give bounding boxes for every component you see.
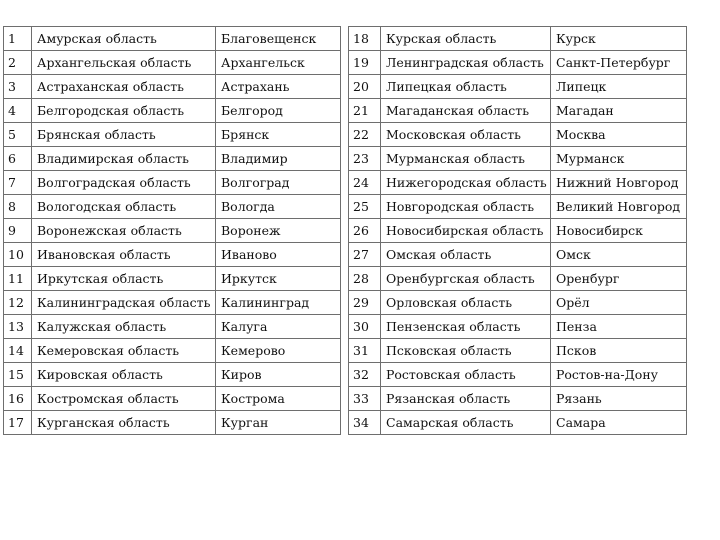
admin-center-cell: Волгоград	[216, 171, 341, 195]
region-name-cell: Самарская область	[381, 411, 551, 435]
region-name-cell: Волгоградская область	[32, 171, 216, 195]
row-number-cell: 6	[4, 147, 32, 171]
row-number-cell: 9	[4, 219, 32, 243]
region-name-cell: Курганская область	[32, 411, 216, 435]
table-row	[349, 411, 687, 435]
row-number-cell: 4	[4, 99, 32, 123]
admin-center-cell: Ростов-на-Дону	[551, 363, 687, 387]
admin-center-cell: Нижний Новгород	[551, 171, 687, 195]
table-row	[4, 27, 341, 51]
table-row	[349, 123, 687, 147]
table-row	[4, 195, 341, 219]
region-name-cell: Иркутская область	[32, 267, 216, 291]
table-row	[349, 363, 687, 387]
table-row	[4, 147, 341, 171]
row-number-cell: 34	[349, 411, 381, 435]
region-name-cell: Ивановская область	[32, 243, 216, 267]
table-row	[349, 339, 687, 363]
region-name-cell: Калининградская область	[32, 291, 216, 315]
row-number-cell: 18	[349, 27, 381, 51]
region-name-cell: Московская область	[381, 123, 551, 147]
row-number-cell: 28	[349, 267, 381, 291]
admin-center-cell: Омск	[551, 243, 687, 267]
admin-center-cell: Магадан	[551, 99, 687, 123]
region-name-cell: Кировская область	[32, 363, 216, 387]
table-row	[349, 387, 687, 411]
admin-center-cell: Пенза	[551, 315, 687, 339]
admin-center-cell: Иваново	[216, 243, 341, 267]
table-row	[349, 219, 687, 243]
table-row	[349, 267, 687, 291]
region-name-cell: Курская область	[381, 27, 551, 51]
row-number-cell: 13	[4, 315, 32, 339]
table-row	[4, 315, 341, 339]
region-name-cell: Магаданская область	[381, 99, 551, 123]
admin-center-cell: Великий Новгород	[551, 195, 687, 219]
admin-center-cell: Орёл	[551, 291, 687, 315]
admin-center-cell: Иркутск	[216, 267, 341, 291]
region-name-cell: Белгородская область	[32, 99, 216, 123]
admin-center-cell: Самара	[551, 411, 687, 435]
table-row	[4, 99, 341, 123]
row-number-cell: 7	[4, 171, 32, 195]
table-body	[4, 27, 341, 435]
table-row	[4, 75, 341, 99]
region-name-cell: Амурская область	[32, 27, 216, 51]
table-row	[349, 147, 687, 171]
admin-center-cell: Рязань	[551, 387, 687, 411]
table-body	[349, 27, 687, 435]
region-name-cell: Пензенская область	[381, 315, 551, 339]
row-number-cell: 12	[4, 291, 32, 315]
row-number-cell: 19	[349, 51, 381, 75]
row-number-cell: 10	[4, 243, 32, 267]
region-name-cell: Ленинградская область	[381, 51, 551, 75]
admin-center-cell: Архангельск	[216, 51, 341, 75]
row-number-cell: 29	[349, 291, 381, 315]
table-row	[4, 51, 341, 75]
table-row	[4, 339, 341, 363]
row-number-cell: 5	[4, 123, 32, 147]
table-row	[349, 27, 687, 51]
region-name-cell: Вологодская область	[32, 195, 216, 219]
admin-center-cell: Благовещенск	[216, 27, 341, 51]
table-row	[349, 195, 687, 219]
region-name-cell: Архангельская область	[32, 51, 216, 75]
table-row	[349, 51, 687, 75]
admin-center-cell: Брянск	[216, 123, 341, 147]
region-name-cell: Новосибирская область	[381, 219, 551, 243]
admin-center-cell: Кострома	[216, 387, 341, 411]
region-name-cell: Кемеровская область	[32, 339, 216, 363]
table-row	[349, 291, 687, 315]
row-number-cell: 3	[4, 75, 32, 99]
regions-table-right	[348, 26, 687, 435]
region-name-cell: Астраханская область	[32, 75, 216, 99]
table-row	[4, 291, 341, 315]
region-name-cell: Калужская область	[32, 315, 216, 339]
row-number-cell: 21	[349, 99, 381, 123]
admin-center-cell: Калуга	[216, 315, 341, 339]
row-number-cell: 14	[4, 339, 32, 363]
admin-center-cell: Новосибирск	[551, 219, 687, 243]
table-row	[349, 171, 687, 195]
admin-center-cell: Белгород	[216, 99, 341, 123]
region-name-cell: Оренбургская область	[381, 267, 551, 291]
row-number-cell: 24	[349, 171, 381, 195]
admin-center-cell: Вологда	[216, 195, 341, 219]
admin-center-cell: Воронеж	[216, 219, 341, 243]
row-number-cell: 15	[4, 363, 32, 387]
row-number-cell: 25	[349, 195, 381, 219]
region-name-cell: Ростовская область	[381, 363, 551, 387]
row-number-cell: 23	[349, 147, 381, 171]
region-name-cell: Нижегородская область	[381, 171, 551, 195]
admin-center-cell: Москва	[551, 123, 687, 147]
table-row	[349, 315, 687, 339]
region-name-cell: Брянская область	[32, 123, 216, 147]
table-row	[4, 171, 341, 195]
table-row	[4, 123, 341, 147]
admin-center-cell: Киров	[216, 363, 341, 387]
admin-center-cell: Курск	[551, 27, 687, 51]
admin-center-cell: Липецк	[551, 75, 687, 99]
region-name-cell: Владимирская область	[32, 147, 216, 171]
table-row	[349, 99, 687, 123]
row-number-cell: 30	[349, 315, 381, 339]
row-number-cell: 16	[4, 387, 32, 411]
region-name-cell: Мурманская область	[381, 147, 551, 171]
row-number-cell: 1	[4, 27, 32, 51]
region-name-cell: Псковская область	[381, 339, 551, 363]
region-name-cell: Новгородская область	[381, 195, 551, 219]
table-row	[4, 387, 341, 411]
table-row	[349, 75, 687, 99]
regions-tables	[3, 26, 687, 435]
region-name-cell: Рязанская область	[381, 387, 551, 411]
admin-center-cell: Псков	[551, 339, 687, 363]
row-number-cell: 8	[4, 195, 32, 219]
admin-center-cell: Оренбург	[551, 267, 687, 291]
admin-center-cell: Калининград	[216, 291, 341, 315]
row-number-cell: 33	[349, 387, 381, 411]
region-name-cell: Омская область	[381, 243, 551, 267]
row-number-cell: 20	[349, 75, 381, 99]
row-number-cell: 26	[349, 219, 381, 243]
row-number-cell: 31	[349, 339, 381, 363]
region-name-cell: Костромская область	[32, 387, 216, 411]
regions-table-left	[3, 26, 341, 435]
table-row	[4, 267, 341, 291]
table-row	[4, 219, 341, 243]
admin-center-cell: Мурманск	[551, 147, 687, 171]
region-name-cell: Липецкая область	[381, 75, 551, 99]
admin-center-cell: Санкт-Петербург	[551, 51, 687, 75]
admin-center-cell: Кемерово	[216, 339, 341, 363]
table-row	[4, 243, 341, 267]
row-number-cell: 11	[4, 267, 32, 291]
row-number-cell: 27	[349, 243, 381, 267]
admin-center-cell: Курган	[216, 411, 341, 435]
region-name-cell: Орловская область	[381, 291, 551, 315]
row-number-cell: 17	[4, 411, 32, 435]
table-row	[4, 363, 341, 387]
row-number-cell: 2	[4, 51, 32, 75]
table-row	[4, 411, 341, 435]
row-number-cell: 32	[349, 363, 381, 387]
admin-center-cell: Владимир	[216, 147, 341, 171]
row-number-cell: 22	[349, 123, 381, 147]
table-row	[349, 243, 687, 267]
admin-center-cell: Астрахань	[216, 75, 341, 99]
region-name-cell: Воронежская область	[32, 219, 216, 243]
